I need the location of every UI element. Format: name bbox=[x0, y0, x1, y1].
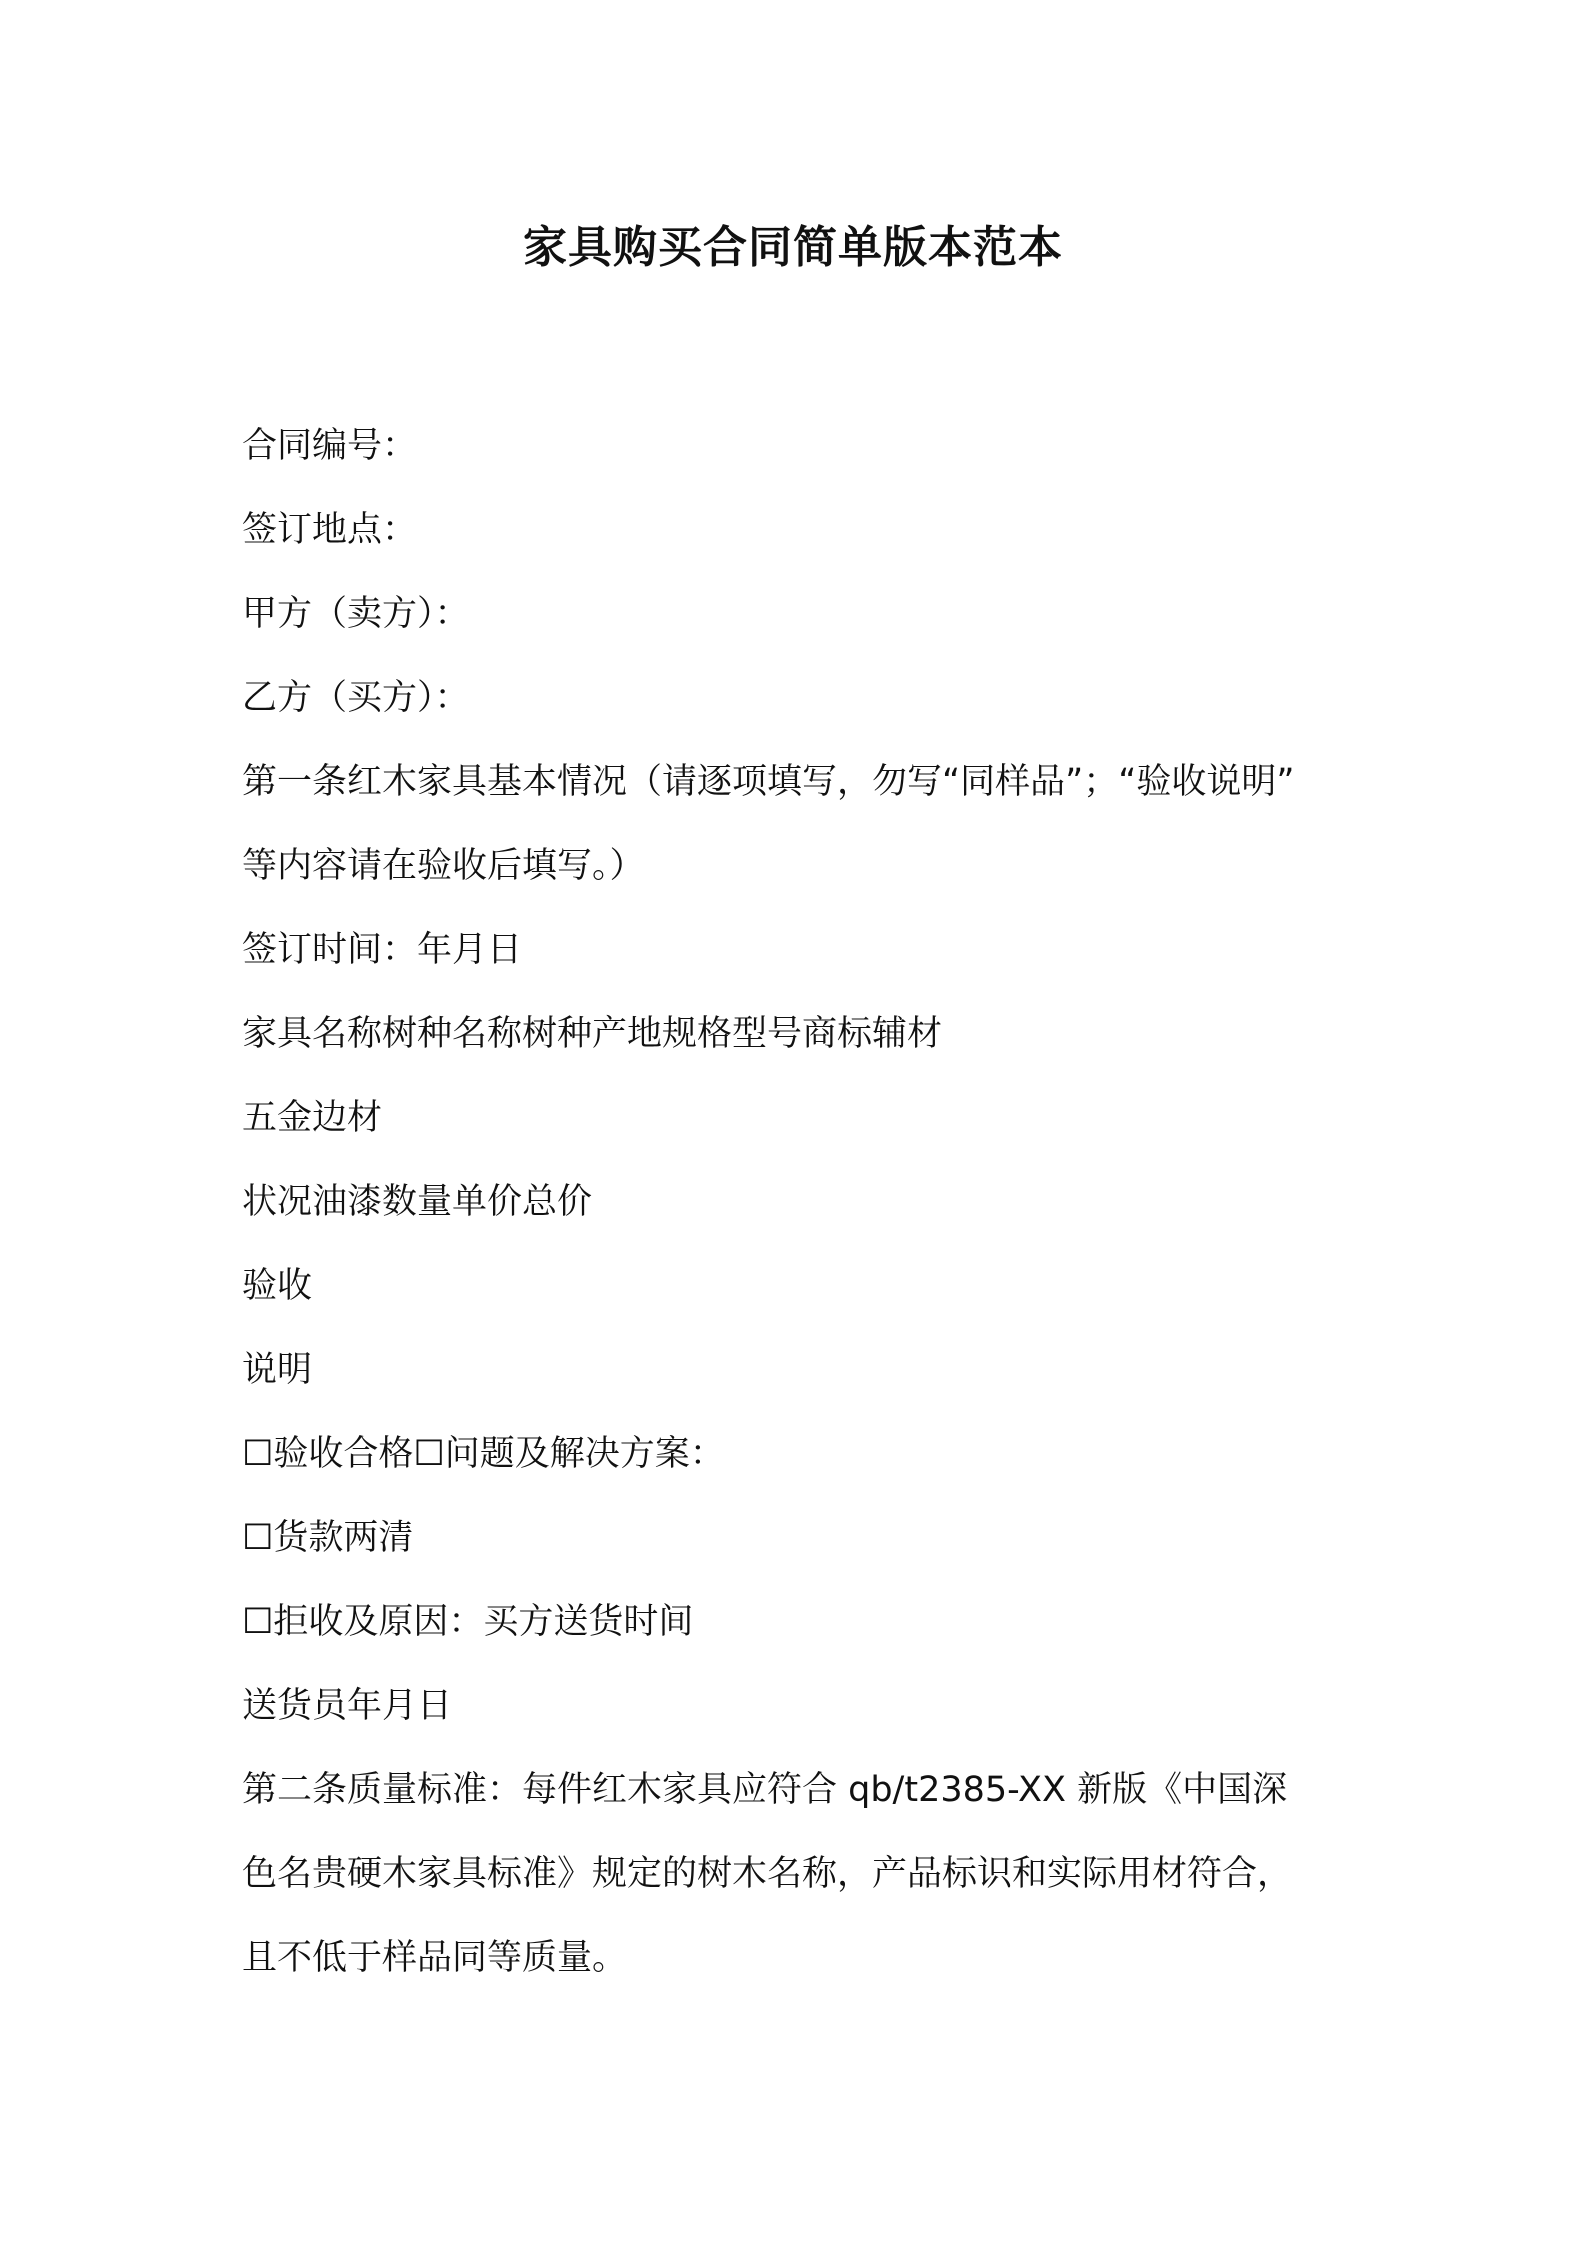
contract-number-line: 合同编号： bbox=[242, 426, 418, 466]
article-one-line: 第一条红木家具基本情况（请逐项填写，勿写“同样品”；“验收说明” bbox=[242, 762, 1295, 802]
document-title: 家具购买合同简单版本范本 bbox=[523, 222, 1063, 273]
furniture-fields-line: 家具名称树种名称树种产地规格型号商标辅材 bbox=[242, 1014, 943, 1054]
party-a-line: 甲方（卖方）： bbox=[242, 594, 470, 634]
description-label: 说明 bbox=[242, 1350, 313, 1390]
rejection-line: ☐拒收及原因：买方送货时间 bbox=[242, 1602, 694, 1642]
acceptance-options-line: ☐验收合格☐问题及解决方案： bbox=[242, 1434, 725, 1474]
delivery-person-line: 送货员年月日 bbox=[242, 1686, 453, 1726]
article-one-continuation: 等内容请在验收后填写。） bbox=[242, 846, 645, 886]
document-body bbox=[242, 404, 1352, 2000]
article-two-continuation: 色名贵硬木家具标准》规定的树木名称，产品标识和实际用材符合， bbox=[242, 1854, 1293, 1894]
acceptance-label: 验收 bbox=[242, 1266, 313, 1306]
article-two-ending: 且不低于样品同等质量。 bbox=[242, 1938, 628, 1978]
article-two-line: 第二条质量标准：每件红木家具应符合 qb/t2385-XX 新版《中国深 bbox=[242, 1770, 1288, 1810]
party-b-line: 乙方（买方）： bbox=[242, 678, 470, 718]
payment-settled-line: ☐货款两清 bbox=[242, 1518, 414, 1558]
condition-fields-line: 状况油漆数量单价总价 bbox=[242, 1182, 593, 1222]
signing-time-line: 签订时间：年月日 bbox=[242, 930, 523, 970]
signing-place-line: 签订地点： bbox=[242, 510, 418, 550]
hardware-fields-line: 五金边材 bbox=[242, 1098, 383, 1138]
